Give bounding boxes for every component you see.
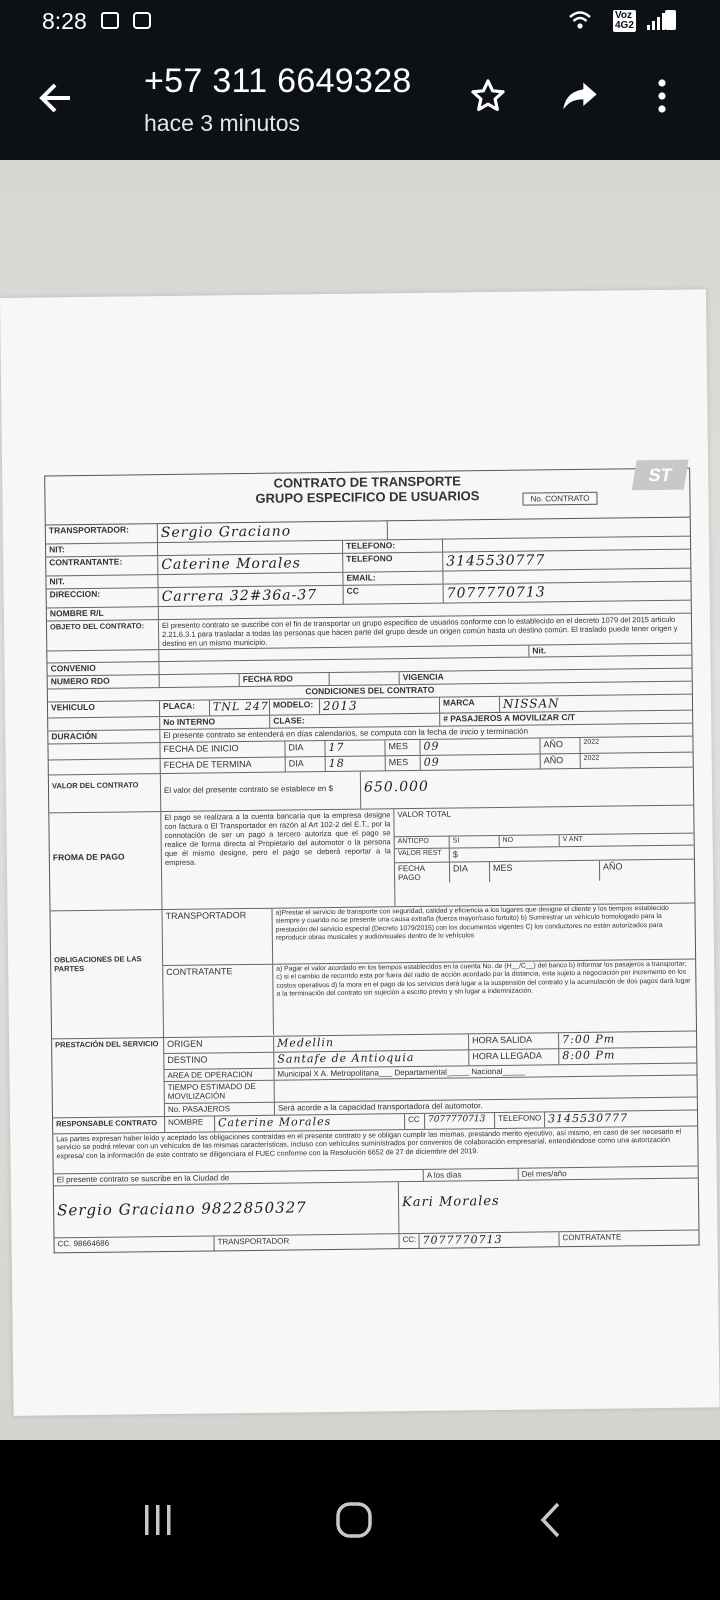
objeto-text: El presento contrato se suscribe con el fin de transportar un grupo específico de usuarios conforme con lo establecido en el decreto 1079 del 2015 articulo 2.21.6.3.1 para trasladar a todas las personas que hacen parte del grupo desde un origen común hasta un destino común. El traslado puede tener origen y destino en un mismo municipio.: [161, 614, 678, 648]
convenio-label: CONVENIO: [47, 662, 159, 675]
responsable-label: RESPONSABLE CONTRATO: [53, 1117, 165, 1133]
origen-label: ORIGEN: [164, 1037, 274, 1053]
mes-label-2: MES: [386, 756, 421, 771]
valor-value: 650.000: [363, 779, 430, 796]
volte-badge: [613, 10, 636, 32]
nombre-value: Caterine Morales: [215, 1114, 405, 1131]
back-button[interactable]: [34, 76, 78, 120]
telefono-label: TELEFONO:: [343, 540, 443, 553]
numero-rdo-label: NUMERO RDO: [48, 675, 160, 688]
oblig-transp-text: a)Prestar el servicio de transporte con seguridad, calidad y eficiencia a los lugares que designe el cliente y los tiempos establecido siempre y cuando no se presente una causa extraña (fuerza mayor/caso fortuito) b) Suministrar un vehículo homologado para la prestación del servicio especial (Decreto 1079/2015) con los documentos vigentes C) los conductores no están autorizados para reproducir obras musicales y audiovisuales dentro de lo vehículos: [275, 905, 669, 942]
ano3-label: AÑO: [602, 861, 623, 872]
clase-label: CLASE:: [270, 714, 440, 728]
telefono3-label: TELEFONO: [495, 1112, 545, 1127]
vant-label: V ANT: [562, 836, 583, 844]
email-label: EMAIL:: [343, 572, 443, 585]
origen-value: Medellin: [274, 1035, 469, 1052]
signal-icon: [647, 12, 665, 30]
oblig-contr-text: a) Pagar el valor acordado en los tiempos establecidos en la cuenta No. de (H__/C__) del banco b) Informar los pasajeros a transportar; c) si el cambio de recorrido esta por fuera del radio de acción acordado por la distancia, esta sujeto a negociación por incremento en los costos operativos d) la mora en el pago de los servicios dará lugar a la suspensión del contrato y la acumulación de dos pagos dará lugar a la terminación del contrato sin sujeción a escrito previo y sin lugar a indemnización.: [276, 960, 691, 998]
contract-title: CONTRATO DE TRANSPORTE: [273, 473, 462, 491]
ciudad-label: El presente contrato se suscribe en la Ciudad de: [54, 1169, 424, 1185]
firma-contratante: Kari Morales: [401, 1193, 500, 1210]
status-bar: [0, 0, 720, 42]
nit2-label: NIT.: [46, 575, 158, 588]
marca-label: MARCA: [440, 697, 500, 714]
home-button[interactable]: [324, 1498, 384, 1542]
ano-label-1: AÑO: [540, 738, 580, 753]
valor-total-label: VALOR TOTAL: [397, 809, 452, 820]
contratante-value: Caterine Morales: [158, 554, 343, 574]
mes3-label: MES: [490, 860, 600, 882]
direccion-label: DIRECCION:: [47, 588, 159, 607]
hora-llegada-label: HORA LLEGADA: [469, 1049, 559, 1065]
hora-salida-label: HORA SALIDA: [469, 1033, 559, 1049]
cc4-value: 7077770713: [419, 1232, 559, 1248]
ano-value-2: 2022: [583, 754, 600, 762]
fecha-inicio-label: FECHA DE INICIO: [160, 742, 285, 758]
si-label: SI: [450, 836, 500, 848]
vigencia-label: VIGENCIA: [402, 671, 444, 683]
battery-icon: [665, 10, 676, 30]
mes-ano-label: Del mes/año: [521, 1168, 567, 1179]
timestamp-subtitle: hace 3 minutos: [144, 110, 300, 136]
contract-header: [44, 464, 691, 526]
direccion-value: Carrera 32#36a-37: [159, 586, 344, 606]
no-pasajeros-text: Será acorde a la capacidad transportadora del automotor.: [277, 1101, 483, 1113]
arrow-left-icon: [34, 76, 78, 120]
app-notification-icon: [133, 12, 151, 29]
modelo-label: MODELO:: [270, 699, 320, 715]
froma-label: FROMA DE PAGO: [49, 812, 162, 910]
contract-number: No. CONTRATO: [522, 492, 597, 506]
cc-label: CC: [344, 584, 444, 603]
no-label: NO: [500, 835, 560, 847]
telefono2-value: 3145530777: [446, 552, 546, 570]
obligaciones-label: OBLIGACIONES DE LAS PARTES: [51, 910, 165, 1038]
fecha-rdo-label: FECHA RDO: [240, 673, 330, 686]
mes-label-1: MES: [385, 740, 420, 755]
parties-section: [45, 518, 700, 1254]
app-bar: [0, 42, 720, 160]
pago-text: El pago se realizara a la cuenta bancaria que la empresa designe con factura o El Transportador en razón al Art 102-2 del E.T., por la connotación de ser un pago a tercero autoriza que el pago se realice de forma directa al Propietario del automotor o la persona que él mismo designe, pero el pago se deberá reportar a la empresa.: [161, 809, 395, 909]
valor-rest-label: VALOR REST: [395, 849, 450, 862]
mes-value-2: 09: [421, 754, 541, 770]
marca-value: NISSAN: [502, 695, 560, 711]
cc-value: 7077770713: [446, 584, 546, 602]
nombre-rl-label: NOMBRE R/L: [47, 607, 159, 620]
area-text: Municipal X A. Metropolitana___ Departamental_____ Nacional_____: [277, 1066, 525, 1079]
no-interno-label: No INTERNO: [160, 716, 270, 729]
dia3-label: DIA: [450, 862, 490, 883]
chevron-left-icon: [536, 1501, 564, 1539]
valor-label: VALOR DEL CONTRATO: [49, 774, 161, 812]
dia-value-1: 17: [325, 740, 385, 755]
voicemail-notification-icon: [101, 12, 119, 29]
destino-value: Santafe de Antioquia: [274, 1050, 469, 1067]
contratante-label: CONTRANTANTE:: [46, 556, 158, 575]
contract-paper: [0, 289, 720, 1416]
area-label: AREA DE OPERACION: [164, 1068, 274, 1081]
objeto-label: OBJETO DEL CONTRATO:: [47, 620, 159, 650]
cc2-value: 7077770713: [425, 1113, 495, 1128]
condiciones-label: CONDICIONES DEL CONTRATO: [305, 684, 435, 697]
nombre-label: NOMBRE: [165, 1116, 215, 1131]
hora-salida-value: 7:00 Pm: [562, 1032, 616, 1047]
more-options-button[interactable]: [640, 74, 684, 118]
valor-text: El valor del presente contrato se establece en $: [161, 772, 361, 811]
firma-transportador: Sergio Graciano 9822850327: [54, 1182, 400, 1237]
recents-icon: [141, 1503, 175, 1537]
modelo-value: 2013: [320, 697, 440, 714]
nit3-label: Nit.: [532, 644, 547, 656]
back-nav-button[interactable]: [520, 1498, 580, 1542]
company-logo: ST: [632, 460, 689, 491]
volte-line2: 4G2: [615, 20, 634, 31]
hora-llegada-value: 8:00 Pm: [562, 1048, 616, 1063]
partes-text: Las partes expresan haber leído y aceptado las obligaciones contraídas en el presente contrato y se obligan cumplir las mismas, prestando merito ejecutivo, así mismo, en caso de ser necesario el servicio se podrá relevar con un vehículos de las mismas características, incluso con vehículos suministrados por convenios de colaboración empresarial, entendiéndose como una autorización expresa/ con la información de este contrato se diligenciara el FUEC conforme con la Resolución 6652 de 27 de diciembre del 2019.: [56, 1126, 682, 1161]
dia-label-1: DIA: [285, 741, 325, 756]
transportador2-label: TRANSPORTADOR: [162, 909, 273, 965]
prestacion-label: PRESTACIÓN DEL SERVICIO: [52, 1038, 165, 1117]
dia-value-2: 18: [326, 756, 386, 771]
star-outline-icon: [469, 77, 507, 115]
duracion-label: DURACIÓN: [48, 730, 160, 743]
contract-form: [44, 464, 699, 1254]
wifi-icon: [568, 10, 592, 30]
telefono3-value: 3145530777: [547, 1111, 629, 1126]
anticipo-label: ANTICPO: [395, 837, 450, 849]
fecha-pago-label: FECHA PAGO: [395, 862, 450, 883]
ano-value-1: 2022: [583, 738, 600, 746]
transportador-value: Sergio Graciano: [158, 521, 388, 542]
cc4-label: CC:: [399, 1234, 419, 1249]
mes-value-1: 09: [420, 738, 540, 754]
dia-label-2: DIA: [286, 757, 326, 772]
tiempo-label: TIEMPO ESTIMADO DE MOVILIZACIÓN: [165, 1080, 275, 1103]
destino-label: DESTINO: [164, 1053, 274, 1069]
nit-label: NIT:: [46, 543, 158, 556]
pasajeros-label: # PASAJEROS A MOVILIZAR C/T: [443, 712, 576, 725]
volte-line1: Voz: [615, 10, 633, 21]
navigation-bar: [0, 1440, 720, 1600]
placa-label: PLACA:: [160, 700, 210, 716]
ano-label-2: AÑO: [541, 754, 581, 769]
contratante3-label: CONTRATANTE: [562, 1232, 622, 1242]
photo-viewer[interactable]: [0, 160, 720, 1440]
duracion-text: El presente contrato se entenderá en días calendarios, se computa con la fecha de inicio y terminación: [163, 726, 529, 741]
recent-apps-button[interactable]: [128, 1498, 188, 1542]
cc3-label: CC. 98664686: [54, 1236, 214, 1253]
placa-value: TNL 247: [210, 699, 270, 716]
vehiculo-label: VEHICULO: [48, 701, 160, 718]
valor-rest-dollar: $: [452, 849, 458, 860]
home-icon: [335, 1501, 373, 1539]
transportador-label: TRANSPORTADOR:: [46, 524, 158, 543]
contratante2-label: CONTRATANTE: [163, 965, 274, 1036]
more-vertical-icon: [657, 78, 667, 114]
contract-subtitle: GRUPO ESPECIFICO DE USUARIOS: [255, 488, 480, 506]
telefono2-label: TELEFONO: [343, 552, 443, 571]
status-time: 8:28: [42, 8, 87, 34]
no-pasajeros-label: No. PASAJEROS: [165, 1103, 275, 1116]
contact-title: +57 311 6649328: [144, 62, 412, 100]
dias-label: A los días: [424, 1168, 519, 1180]
share-button[interactable]: [558, 74, 602, 118]
share-icon: [560, 76, 600, 116]
fecha-termina-label: FECHA DE TERMINA: [161, 757, 286, 773]
cc2-label: CC: [405, 1114, 425, 1129]
star-button[interactable]: [466, 74, 510, 118]
transportador3-label: TRANSPORTADOR: [214, 1234, 399, 1251]
